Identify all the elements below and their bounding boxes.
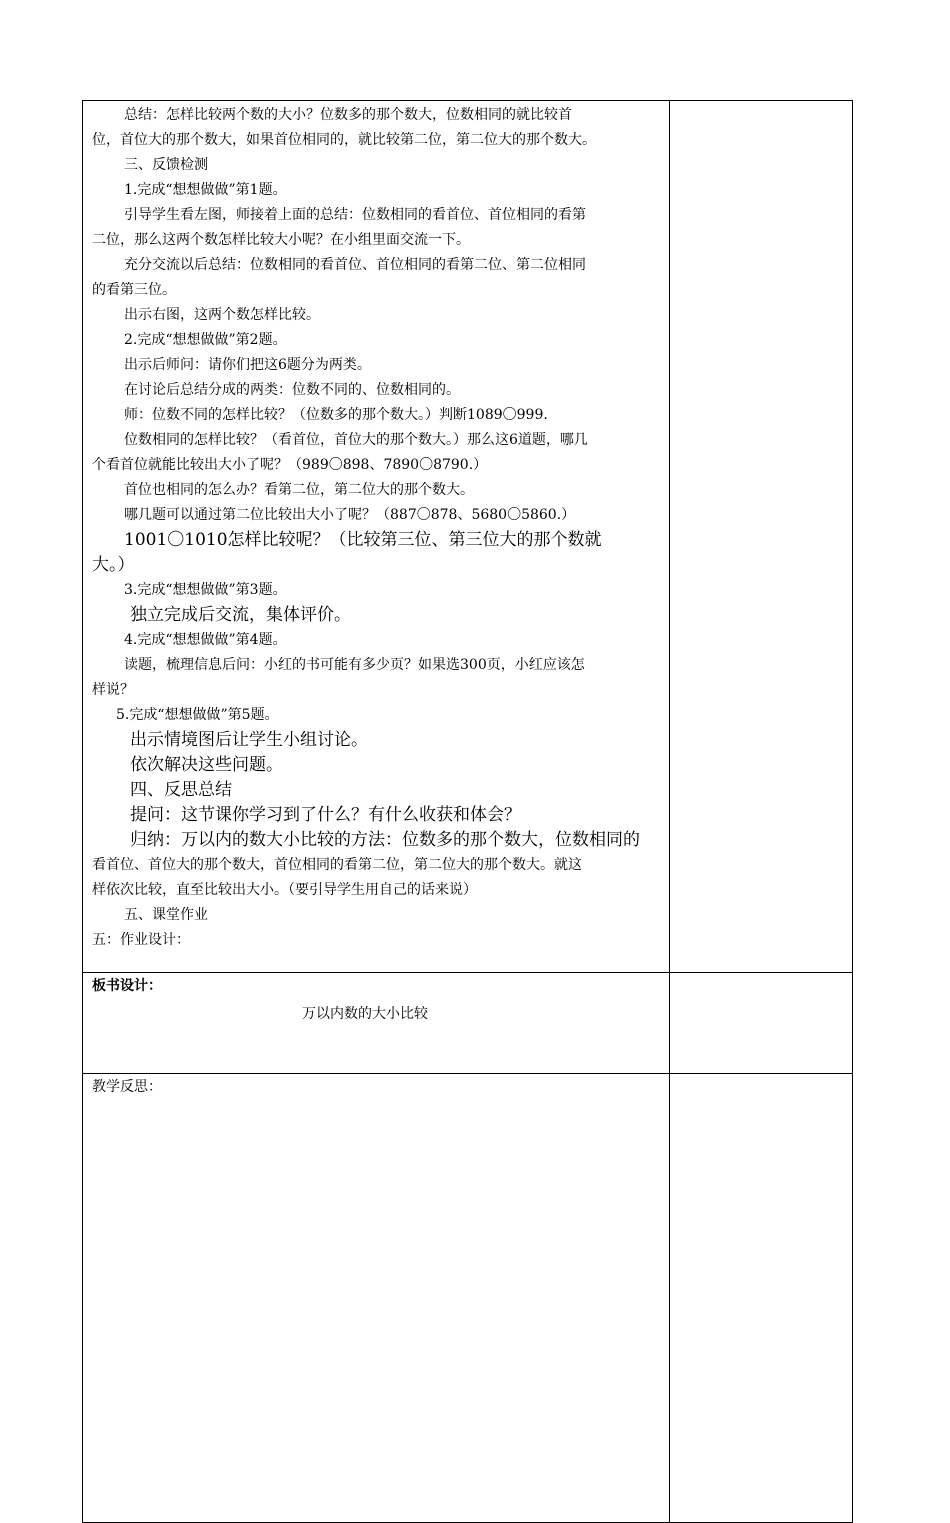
section-heading: 五：作业设计： — [92, 932, 190, 948]
text-line: 的看第三位。 — [92, 282, 176, 298]
text-line: 引导学生看左图，师接着上面的总结：位数相同的看首位、首位相同的看第 — [124, 207, 586, 223]
text-line: 大。） — [92, 555, 135, 575]
board-design-cell — [83, 973, 670, 1074]
board-side-cell — [670, 973, 853, 1074]
exercise-heading: 3.完成“想想做做”第3题。 — [124, 582, 287, 598]
exercise-heading: 4.完成“想想做做”第4题。 — [124, 632, 287, 648]
reflection-side-cell — [670, 1074, 853, 1523]
section-heading: 五、课堂作业 — [124, 907, 208, 923]
text-line: 样说？ — [92, 682, 134, 698]
teaching-reflection-label: 教学反思： — [92, 1079, 162, 1095]
exercise-heading: 2.完成“想想做做”第2题。 — [124, 332, 287, 348]
text-line: 二位，那么这两个数怎样比较大小呢？在小组里面交流一下。 — [92, 232, 470, 248]
text-line: 归纳：万以内的数大小比较的方法：位数多的那个数大，位数相同的 — [130, 830, 640, 850]
text-line: 出示情境图后让学生小组讨论。 — [130, 730, 368, 750]
text-line: 读题，梳理信息后问：小红的书可能有多少页？如果选300页，小红应该怎 — [124, 657, 585, 673]
text-line: 哪几题可以通过第二位比较出大小了呢？（887〇878、5680〇5860.） — [124, 507, 576, 523]
text-line: 出示右图，这两个数怎样比较。 — [124, 307, 320, 323]
teaching-reflection-cell — [83, 1074, 670, 1523]
text-line: 1001〇1010怎样比较呢？（比较第三位、第三位大的那个数就 — [124, 530, 602, 550]
exercise-heading: 5.完成“想想做做”第5题。 — [116, 707, 279, 723]
text-line: 位数相同的怎样比较？（看首位，首位大的那个数大。）那么这6道题，哪几 — [124, 432, 588, 448]
summary-line: 位，首位大的那个数大，如果首位相同的，就比较第二位，第二位大的那个数大。 — [92, 132, 596, 148]
text-line: 依次解决这些问题。 — [130, 755, 283, 775]
text-line: 样依次比较，直至比较出大小。（要引导学生用自己的话来说） — [92, 882, 477, 898]
text-line: 师：位数不同的怎样比较？（位数多的那个数大。）判断1089〇999. — [124, 407, 548, 423]
teaching-process-content — [83, 101, 669, 953]
text-line: 出示后师问：请你们把这6题分为两类。 — [124, 357, 371, 373]
text-line: 在讨论后总结分成的两类：位数不同的、位数相同的。 — [124, 382, 460, 398]
text-line: 个看首位就能比较出大小了呢？（989〇898、7890〇8790.） — [92, 457, 488, 473]
teaching-process-cell — [83, 101, 670, 973]
summary-line: 总结：怎样比较两个数的大小？位数多的那个数大，位数相同的就比较首 — [124, 107, 572, 123]
text-line: 独立完成后交流，集体评价。 — [130, 605, 351, 625]
text-line: 首位也相同的怎么办？看第二位，第二位大的那个数大。 — [124, 482, 474, 498]
section-heading: 三、反馈检测 — [124, 157, 208, 173]
exercise-heading: 1.完成“想想做做”第1题。 — [124, 182, 287, 198]
text-line: 充分交流以后总结：位数相同的看首位、首位相同的看第二位、第二位相同 — [124, 257, 586, 273]
section-heading: 四、反思总结 — [130, 780, 232, 800]
board-design-label: 板书设计： — [92, 978, 162, 994]
side-notes-cell — [670, 101, 853, 973]
text-line: 看首位、首位大的那个数大，首位相同的看第二位，第二位大的那个数大。就这 — [92, 857, 582, 873]
text-line: 提问：这节课你学习到了什么？有什么收获和体会？ — [130, 805, 521, 825]
lesson-plan-table — [82, 100, 853, 1523]
board-design-title: 万以内数的大小比较 — [302, 1006, 428, 1022]
